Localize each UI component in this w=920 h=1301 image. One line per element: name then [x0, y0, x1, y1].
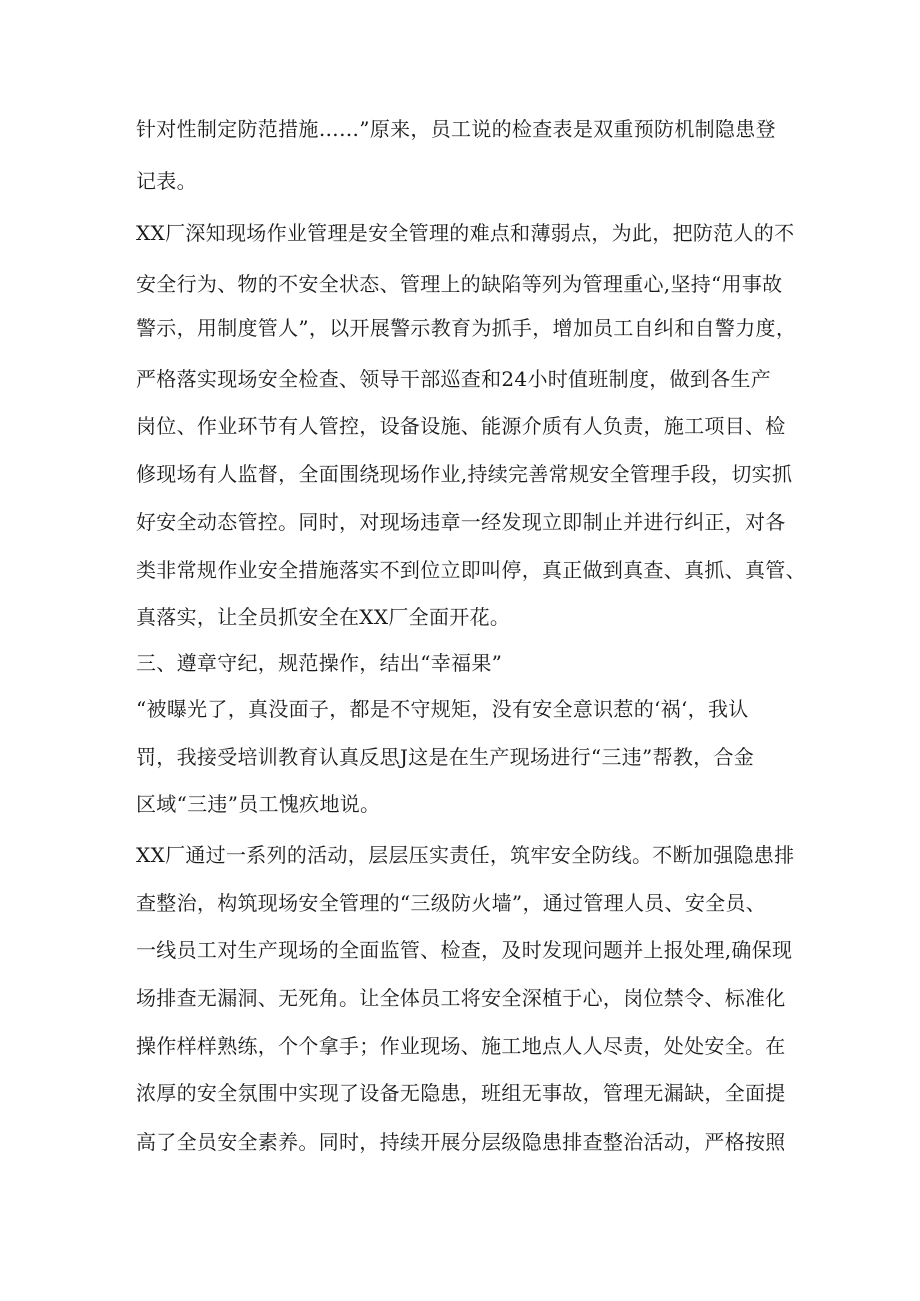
text-line: 针对性制定防范措施……”原来，员工说的检查表是双重预防机制隐患登	[136, 117, 776, 141]
text-line: 操作样样熟练，个个拿手；作业现场、施工地点人人尽责，处处安全。在	[136, 1034, 786, 1058]
text-line: 修现场有人监督，全面围绕现场作业,持续完善常规安全管理手段，切实抓	[136, 462, 793, 486]
text-line: 浓厚的安全氛围中实现了设备无隐患，班组无事故，管理无漏缺，全面提	[136, 1081, 786, 1105]
text-line: 记表。	[136, 169, 197, 193]
text-line: “被曝光了，真没面子，都是不守规矩，没有安全意识惹的‘祸‘，我认	[136, 697, 749, 721]
text-line: 查整治，构筑现场安全管理的“三级防火墙”，通过管理人员、安全员、	[136, 891, 767, 915]
text-line: 好安全动态管控。同时，对现场违章一经发现立即制止并进行纠正，对各	[136, 510, 786, 534]
section-heading: 三、遵章守纪，规范操作，结出“幸福果”	[136, 651, 503, 675]
text-line: 区域“三违”员工愧疚地说。	[136, 792, 381, 816]
text-line: XX厂深知现场作业管理是安全管理的难点和薄弱点，为此，把防范人的不	[136, 221, 795, 245]
text-line: XX厂通过一系列的活动，层层压实责任，筑牢安全防线。不断加强隐患排	[136, 843, 795, 867]
text-line: 岗位、作业环节有人管控，设备设施、能源介质有人负责，施工项目、检	[136, 414, 786, 438]
text-line: 类非常规作业安全措施落实不到位立即叫停，真正做到真查、真抓、真管、	[136, 558, 806, 582]
text-line: 一线员工对生产现场的全面监管、检查，及时发现问题并上报处理,确保现	[136, 938, 793, 962]
text-line: 真落实，让全员抓安全在XX厂全面开花。	[136, 605, 511, 629]
text-line: 安全行为、物的不安全状态、管理上的缺陷等列为管理重心,坚持“用事故	[136, 272, 783, 296]
text-line: 严格落实现场安全检查、领导干部巡查和24小时值班制度，做到各生产	[136, 367, 772, 391]
text-line: 警示，用制度管人”，以开展警示教育为抓手，增加员工自纠和自警力度，	[136, 316, 797, 340]
text-line: 高了全员安全素养。同时，持续开展分层级隐患排查整治活动，严格按照	[136, 1130, 786, 1154]
text-line: 场排查无漏洞、无死角。让全体员工将安全深植于心，岗位禁令、标准化	[136, 986, 786, 1010]
text-line: 罚，我接受培训教育认真反思J这是在生产现场进行“三违”帮教，合金	[136, 745, 755, 769]
